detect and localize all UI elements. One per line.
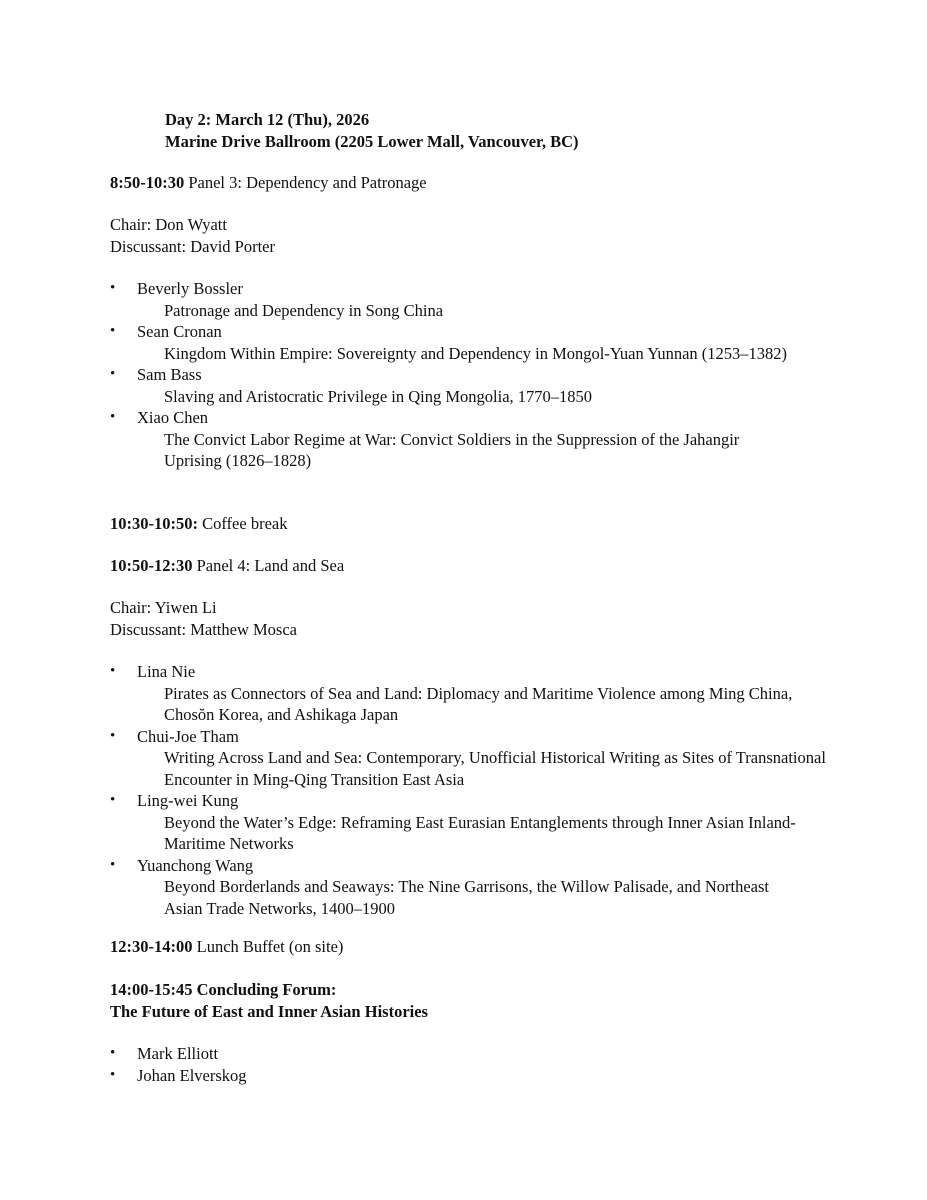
list-item (110, 1043, 830, 1065)
panel4-discussant: Discussant: Matthew Mosca (110, 619, 297, 639)
talk-speaker: Sam Bass (137, 365, 202, 384)
day-header (165, 109, 579, 152)
talk-title: Writing Across Land and Sea: Contemporary, Unofficial Historical Writing as Sites of Transnational Encounter in Ming-Qing Transition East Asia (164, 748, 826, 789)
panel4-title: Panel 4: Land and Sea (196, 556, 345, 575)
list-item (110, 661, 830, 726)
talk-speaker: Yuanchong Wang (137, 855, 254, 875)
panel3-heading (110, 172, 830, 194)
bullet-icon: • (110, 280, 116, 296)
list-item (110, 1065, 830, 1087)
list-item (110, 407, 830, 472)
bullet-icon: • (110, 856, 116, 873)
list-item (110, 321, 830, 364)
talk-speaker: Ling-wei Kung (137, 791, 239, 810)
panel3-time: 8:50-10:30 (110, 173, 185, 192)
list-item (110, 726, 830, 791)
forum-speaker: Mark Elliott (137, 1044, 219, 1063)
list-item (110, 855, 830, 920)
talk-title: Patronage and Dependency in Song China (164, 300, 444, 320)
bullet-icon: • (110, 1045, 116, 1061)
talk-speaker: Sean Cronan (137, 322, 222, 341)
bullet-icon: • (110, 792, 116, 808)
panel3-talks (110, 278, 830, 472)
coffee-time: 10:30-10:50: (110, 514, 198, 533)
panel3-discussant: Discussant: David Porter (110, 236, 275, 256)
coffee-break (110, 513, 830, 535)
talk-speaker: Xiao Chen (137, 408, 209, 427)
lunch-label: Lunch Buffet (on site) (196, 937, 344, 956)
talk-speaker: Chui-Joe Tham (137, 726, 239, 746)
talk-title: Beyond Borderlands and Seaways: The Nine Garrisons, the Willow Palisade, and Northeast Asian Trade Networks, 1400–1900 (164, 877, 769, 918)
bullet-icon: • (110, 663, 116, 679)
panel4-time: 10:50-12:30 (110, 556, 193, 575)
talk-title: Slaving and Aristocratic Privilege in Qing Mongolia, 1770–1850 (164, 386, 593, 406)
list-item (110, 278, 830, 321)
list-item (110, 364, 830, 407)
talk-title: The Convict Labor Regime at War: Convict Soldiers in the Suppression of the Jahangir Uprising (1826–1828) (164, 429, 740, 470)
bullet-icon: • (110, 366, 116, 382)
panel4-chair: Chair: Yiwen Li (110, 598, 217, 617)
day-venue: Marine Drive Ballroom (2205 Lower Mall, Vancouver, BC) (165, 131, 579, 151)
talk-speaker: Lina Nie (137, 662, 196, 681)
bullet-icon: • (110, 323, 116, 339)
panel3-chair: Chair: Don Wyatt (110, 215, 227, 234)
panel4-roles (110, 597, 830, 640)
talk-speaker: Beverly Bossler (137, 279, 243, 298)
bullet-icon: • (110, 727, 116, 744)
talk-title: Kingdom Within Empire: Sovereignty and Dependency in Mongol-Yuan Yunnan (1253–1382) (164, 343, 788, 363)
list-item (110, 790, 830, 855)
forum-speakers (110, 1043, 830, 1086)
forum-speaker: Johan Elverskog (137, 1065, 247, 1085)
panel3-roles (110, 214, 830, 257)
lunch (110, 936, 830, 958)
lunch-time: 12:30-14:00 (110, 937, 193, 956)
bullet-icon: • (110, 409, 116, 425)
panel4-heading (110, 555, 830, 577)
talk-title: Pirates as Connectors of Sea and Land: Diplomacy and Maritime Violence among Ming China, Chosŏn Korea, and Ashikaga Japan (164, 683, 793, 724)
panel3-title: Panel 3: Dependency and Patronage (188, 173, 427, 192)
forum-heading (110, 979, 830, 1022)
bullet-icon: • (110, 1066, 116, 1083)
panel4-talks (110, 661, 830, 919)
day-date: Day 2: March 12 (Thu), 2026 (165, 110, 370, 129)
forum-time-title: 14:00-15:45 Concluding Forum: (110, 980, 337, 999)
talk-title: Beyond the Water’s Edge: Reframing East Eurasian Entanglements through Inner Asian Inland-Maritime Networks (164, 812, 796, 853)
coffee-label: Coffee break (202, 514, 288, 533)
forum-subtitle: The Future of East and Inner Asian Histories (110, 1001, 428, 1021)
